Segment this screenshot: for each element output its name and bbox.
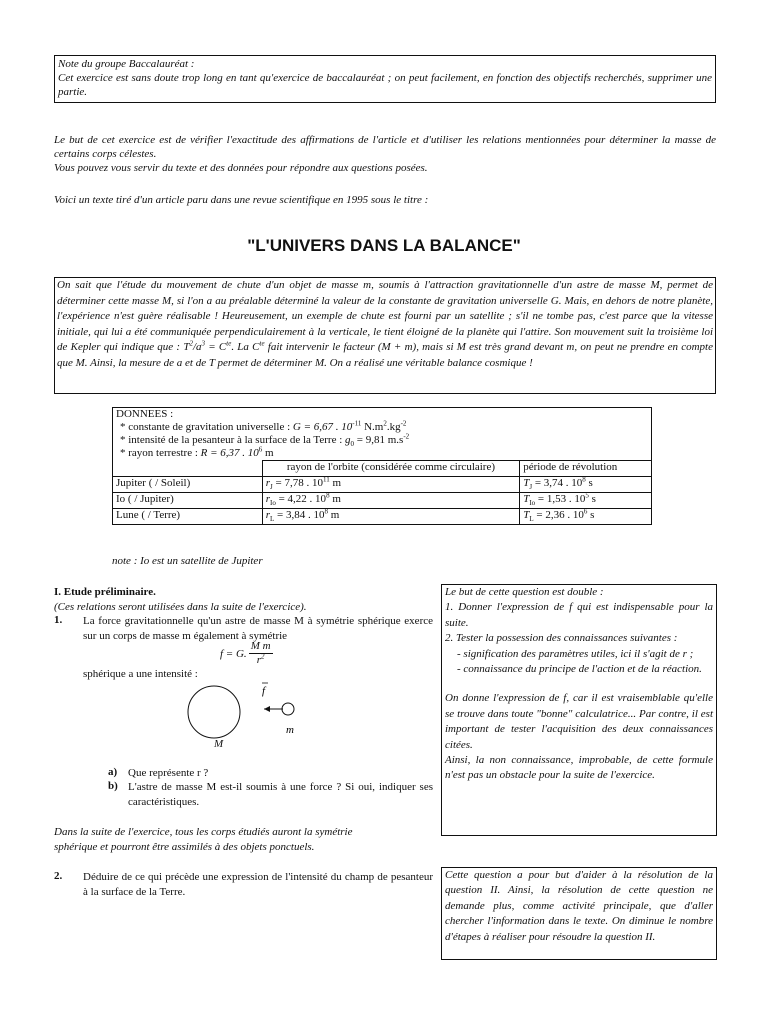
question-1-number: 1. [54,614,63,626]
data-g0-line: * intensité de la pesanteur à la surface de la Terre : $g_0 = 9,81$ $m.s^{-2}$ [120,432,410,449]
table-row [113,477,652,493]
comment-1-line-4: - signification des paramètres utiles, ici il s'agit de r ; [457,647,694,660]
mass-big-label: M [214,738,224,750]
article-text-5: fait intervenir le facteur (M + m), mais si M est très grand devant m, on peut ne prendre en compte que M. Ainsi, la mesure de a et de T permet de déterminer M. On a réalisé une véritable balance cosmique ! [57,341,713,369]
formula-lhs: f = G. [220,647,247,660]
data-heading: DONNEES : [116,408,174,420]
planet-circle [188,686,240,738]
question-a-label: a) [108,766,118,778]
question-b-label: b) [108,780,118,792]
question-2-text: Déduire de ce qui précède une expression de l'intensité du champ de pesanteur à la surface de la Terre. [83,871,433,898]
question-b-text: L'astre de masse M est-il soumis à une force ? Si oui, indiquer ses caractéristiques. [128,781,433,808]
force-label: f [262,685,266,697]
intro-line-2: Vous pouvez vous servir du texte et des données pour répondre aux questions posées. [54,162,428,174]
table-header-row [113,461,652,477]
small-body-circle [282,703,294,715]
comment-box-2: Cette question a pour but d'aider à la résolution de la question II. Ainsi, la résolution de cette question ne demande plus, comme activité principale, que d'aller chercher l'information dans le texte. On diminue le nombre d'étapes à réaliser pour résoudre la question II. [441,867,717,960]
row-period: $T_J = 3,74$ . $10^8$ s [520,477,652,493]
mass-small-label: m [286,724,294,736]
row-radius: $r_{Io} = 4,22$ . $10^8$ m [262,493,519,509]
row-name: Jupiter ( / Soleil) [113,477,263,493]
article-text-3: = C [205,341,227,354]
section-title: I. Etude préliminaire. [54,586,156,598]
row-name: Lune ( / Terre) [113,509,263,525]
article-text-2: /a [192,341,202,354]
gravitation-formula [220,640,273,667]
comment-1-line-3: 2. Tester la possession des connaissances suivantes : [445,632,678,645]
io-note: note : Io est un satellite de Jupiter [112,555,263,567]
row-radius: $r_J = 7,78$ . $10^{11}$ m [262,477,519,493]
data-table [112,407,652,525]
intro-line-3: Voici un texte tiré d'un article paru dans une revue scientifique en 1995 sous le titre : [54,194,429,206]
table-row [113,493,652,509]
exp-3: 3 [201,339,206,348]
formula-denominator: $r^2$ [256,652,265,666]
formula-numerator: M m [250,640,271,652]
table-row [113,509,652,525]
article-box [54,277,716,394]
article-text-1: On sait que l'étude du mouvement de chute d'un objet de masse m, soumis à l'attraction gravitationnelle d'un astre de masse M, permet de déterminer cette masse M, si l'on a au préalable déterminé la valeur de la constante de gravitation universelle G. Mais, en dehors de notre planète, l'expérience n'est guère réalisable ! Heureusement, un exemple de chute est fourni par un satellite ; s'il ne tombe pas, c'est parce que la vitesse initiale, qui lui a été communiquée perpendiculairement à la verticale, le tient éloigné de la planète qui l'attire. Son mouvement suit la troisième loi de Kepler qui indique que : T [57,279,713,354]
comment-1-line-5: - connaissance du principe de l'action et de la réaction. [457,663,702,676]
article-title: "L'UNIVERS DANS LA BALANCE" [247,236,521,255]
column-header-period: période de révolution [520,461,652,477]
note-box [54,55,716,103]
data-radius-line: * rayon terrestre : R = 6,37 . $10^6$ m [120,445,274,459]
row-name: Io ( / Jupiter) [113,493,263,509]
column-header-radius: rayon de l'orbite (considérée comme circulaire) [262,461,519,477]
exp-te-2: te [259,339,265,348]
intro-line-1: Le but de cet exercice est de vérifier l'exactitude des affirmations de l'article et d'utiliser les relations mentionnées pour déterminer la masse de certains corps célestes. [54,134,716,160]
comment-1-line-2: 1. Donner l'expression de f qui est indispensable pour la suite. [445,601,713,629]
article-text-4: . La C [231,341,260,354]
comment-1-line-1: Le but de cette question est double : [445,586,604,598]
force-arrowhead [264,706,270,712]
section-subtitle: (Ces relations seront utilisées dans la suite de l'exercice). [54,601,307,613]
question-1-text: La force gravitationnelle qu'un astre de masse M à symétrie sphérique exerce sur un corps de masse m également à symétrie [83,615,433,642]
force-diagram [180,675,320,755]
exp-2: 2 [189,339,193,348]
exp-te-1: te [226,339,232,348]
comment-box-1 [441,584,717,836]
row-radius: $r_L = 3,84$ . $10^8$ m [262,509,519,525]
comment-1-line-7: Ainsi, la non connaissance, improbable, de cette formule n'est pas un obstacle pour la suite de l'exercice. [445,754,713,782]
data-g-line: * constante de gravitation universelle : G = 6,67 . $10^{-11}$ $N.m^2.kg^{-2}$ [120,419,407,433]
question-1-text-cont: sphérique a une intensité : [83,668,198,680]
note-text: Cet exercice est sans doute trop long en tant qu'exercice de baccalauréat ; on peut facilement, en fonction des objectifs recherchés, supprimer une partie. [58,72,712,98]
formula-fraction [249,640,273,667]
question-a-text: Que représente r ? [128,767,209,779]
data-header-cell [113,408,652,461]
remark-text: Dans la suite de l'exercice, tous les corps étudiés auront la symétrie sphérique et pourront être assimilés à des objets ponctuels. [54,826,353,853]
row-period: $T_L = 2,36$ . $10^6$ s [520,509,652,525]
intro-paragraph [54,133,716,175]
question-2-number: 2. [54,870,63,882]
row-period: $T_{Io} = 1,53$ . $10^5$ s [520,493,652,509]
comment-1-line-6: On donne l'expression de f, car il est vraisemblable qu'elle se trouve dans toute "bonne" calculatrice... Par contre, il est important de tester l'acquisition des deux connaissances citées. [445,692,713,751]
note-heading: Note du groupe Baccalauréat : [58,58,195,70]
